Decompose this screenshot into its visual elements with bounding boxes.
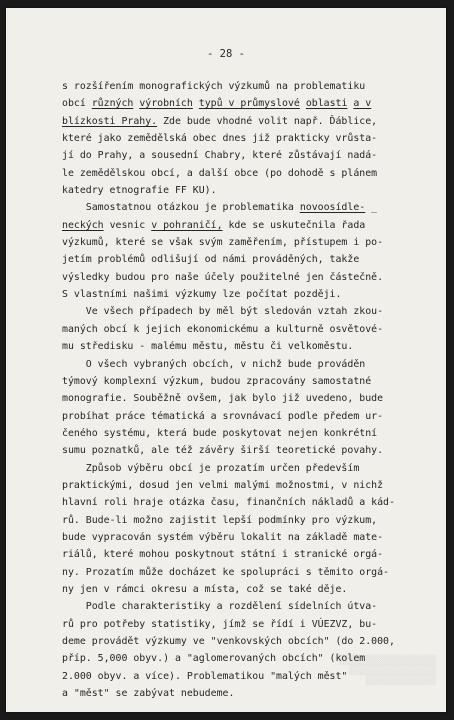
text-segment: le zemědělskou obcí, a další obce (po dohodě s plánem <box>62 167 378 179</box>
text-line <box>62 269 422 286</box>
text-segment: Samostatnou otázkou je problematika <box>62 202 300 214</box>
text-line <box>62 165 422 182</box>
text-segment: maných obcí k jejich ekonomickému a kulturně osvětové- <box>62 323 384 335</box>
underlined-text: blízkosti Prahy. <box>62 115 158 127</box>
text-line <box>62 460 422 477</box>
text-segment: čeného systému, která bude poskytovat nejen konkrétní <box>62 427 378 439</box>
text-line <box>62 217 422 234</box>
text-line <box>62 390 422 407</box>
text-line <box>62 564 422 581</box>
text-line <box>62 286 422 303</box>
text-segment: Podle charakteristiky a rozdělení sídelních útva- <box>62 601 378 613</box>
text-segment: týmový komplexní výzkum, budou zpracovány samostatné <box>62 375 372 387</box>
text-segment: ny. Prozatím může docházet ke spolupráci s těmito orgá- <box>62 566 389 578</box>
underlined-text: různých <box>91 98 134 110</box>
text-line <box>62 338 422 355</box>
text-line <box>62 373 422 390</box>
text-line <box>62 494 422 511</box>
underlined-text: oblasti <box>305 98 348 110</box>
text-segment: bude vypracován systém výběru lokalit na základě mate- <box>62 531 384 543</box>
text-line <box>62 182 422 199</box>
body-text <box>62 78 422 702</box>
text-segment: probíhat práce tématická a srovnávací podle předem ur- <box>62 410 384 422</box>
page-number: - 28 - <box>207 48 245 60</box>
text-segment: jetím problémů odlišují od námi prováděných, takže <box>62 254 360 266</box>
text-segment: které jako zemědělská obec dnes již prakticky vrůsta- <box>62 133 378 145</box>
text-segment: katedry etnografie FF KU). <box>62 185 217 197</box>
text-segment: rů pro potřeby statistiky, jímž se řídí i VÚEZVZ, bu- <box>62 618 378 630</box>
text-line <box>62 442 422 459</box>
text-segment: jí do Prahy, a sousední Chabry, které zůstávají nadá- <box>62 150 378 162</box>
text-segment: výsledky budou pro naše účely použitelné jen částečně. <box>62 271 384 283</box>
underlined-text: novoosídle- <box>299 202 366 214</box>
text-segment: rů. Bude-li možno zajistit lepší podmínky pro výzkum, <box>62 514 378 526</box>
text-line <box>62 130 422 147</box>
text-segment: ny jen v rámci okresu a místa, což se také děje. <box>62 583 348 595</box>
text-line <box>62 408 422 425</box>
text-line <box>62 650 422 667</box>
text-line <box>62 234 422 251</box>
text-line <box>62 616 422 633</box>
text-line <box>62 356 422 373</box>
text-segment: vesnic <box>103 219 152 231</box>
text-segment: a "měst" se zabývat nebudeme. <box>62 688 235 700</box>
underlined-text: typů v průmyslové <box>198 98 300 110</box>
text-segment: výzkumů, které se však svým zaměřením, přístupem i po- <box>62 237 384 249</box>
text-line <box>62 512 422 529</box>
text-line <box>62 321 422 338</box>
text-line <box>62 546 422 563</box>
text-segment: 2.000 obyv. a více). Problematikou "malých měst" <box>62 670 348 682</box>
text-line <box>62 425 422 442</box>
text-segment: obcí <box>62 98 92 110</box>
text-line <box>62 633 422 650</box>
text-segment: monografie. Souběžně ovšem, jak bylo již uvedeno, bude <box>62 393 384 405</box>
text-segment: hlavní roli hraje otázka času, finančních nákladů a kád- <box>62 497 395 509</box>
text-segment: Zde bude vhodné volit např. Ďáblice, <box>157 115 378 127</box>
text-segment: kde se uskutečnila řada <box>222 219 366 231</box>
text-line <box>62 598 422 615</box>
text-segment: praktickými, dosud jen velmi malými možnostmi, v nichž <box>62 479 384 491</box>
text-line <box>62 147 422 164</box>
text-line <box>62 685 422 702</box>
text-line <box>62 95 422 112</box>
text-segment: _ <box>365 202 378 214</box>
text-line <box>62 668 422 685</box>
text-segment: Způsob výběru obcí je prozatím určen především <box>62 462 360 474</box>
underlined-text: v pohraničí, <box>151 219 223 231</box>
text-line <box>62 529 422 546</box>
text-line <box>62 581 422 598</box>
text-line <box>62 78 422 95</box>
text-segment: sumu poznatků, ale též závěry širší teoretické povahy. <box>62 445 384 457</box>
bleed-through-text: ▒▒▒▒▒▒▒▒▒▒▒▒▒▒▒▒▒▒ ▒▒▒▒▒▒▒▒▒▒▒▒▒▒▒▒ ▒▒▒▒▒▒▒▒▒▒▒▒▒ <box>338 656 436 686</box>
text-line <box>62 199 422 216</box>
text-segment: s rozšířením monografických výzkumů na problematiku <box>62 81 366 92</box>
text-segment: Ve všech případech by měl být sledován vztah zkou- <box>62 306 384 318</box>
text-line <box>62 113 422 130</box>
text-line <box>62 303 422 320</box>
text-segment: mu středisku - malému městu, městu či velkoměstu. <box>62 341 354 353</box>
text-line <box>62 477 422 494</box>
text-segment: deme provádět výzkumy ve "venkovských obcích" (do 2.000, <box>62 636 395 647</box>
underlined-text: a v <box>353 98 372 110</box>
underlined-text: neckých <box>62 219 104 231</box>
text-segment: S vlastními našimi výzkumy lze počítat později. <box>62 289 342 301</box>
text-segment: O všech vybraných obcích, v nichž bude prováděn <box>62 358 366 370</box>
text-segment: riálů, které mohou poskytnout státní i stranické orgá- <box>62 549 384 561</box>
text-line <box>62 251 422 268</box>
underlined-text: výrobních <box>139 98 193 110</box>
document-page <box>6 8 446 712</box>
text-segment: příp. 5,000 obyv.) a "aglomerovaných obcích" (kolem <box>62 653 366 665</box>
